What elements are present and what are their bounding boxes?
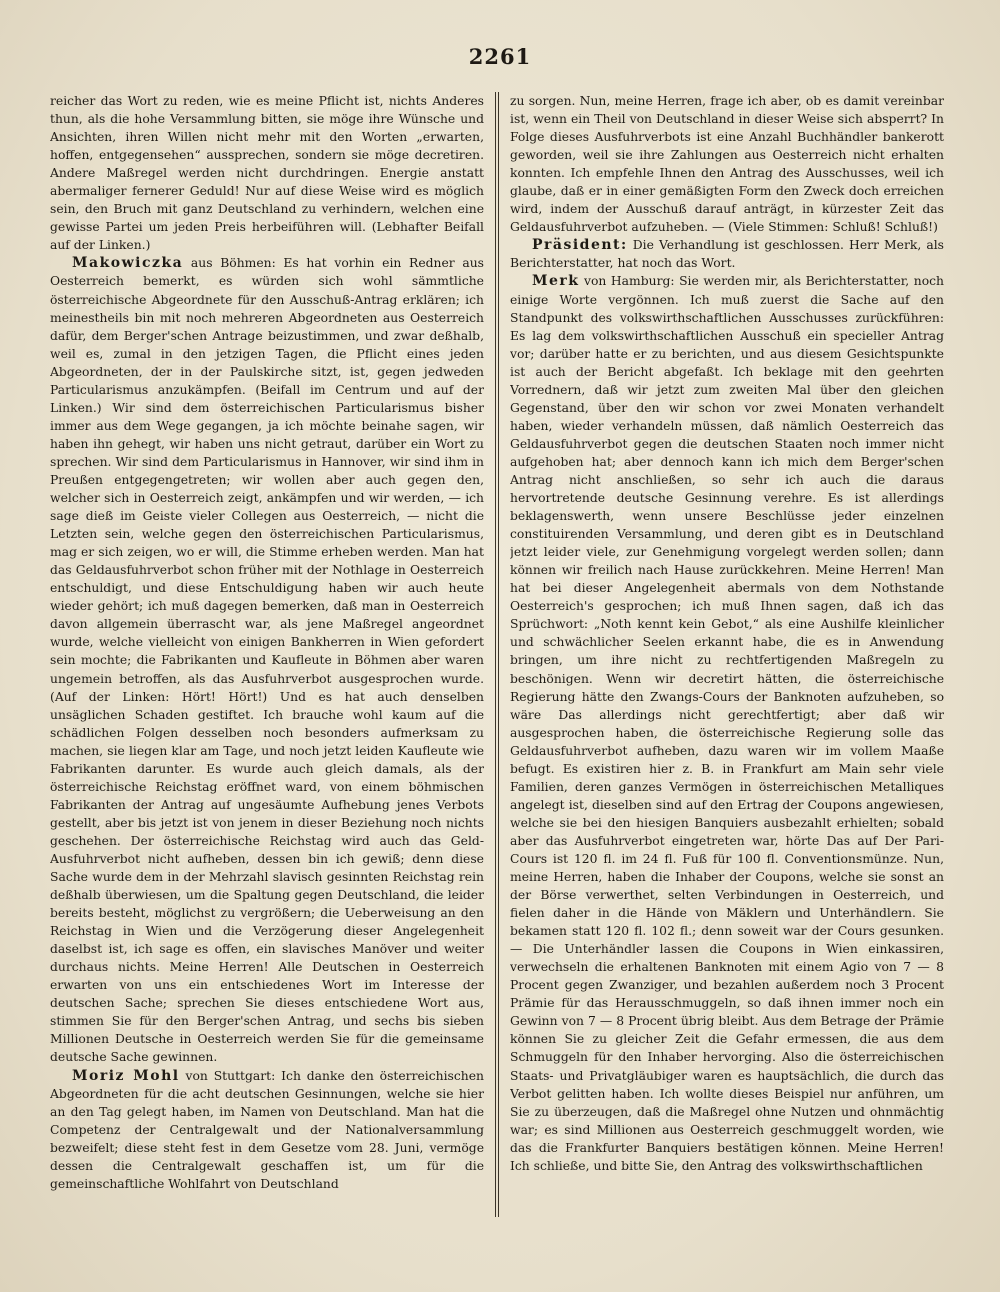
speaker-name: Präsident: xyxy=(532,237,628,254)
speaker-name: Makowiczka xyxy=(72,255,184,272)
column-divider xyxy=(495,92,496,1217)
paragraph-continuation xyxy=(50,92,484,254)
speech-paragraph xyxy=(510,272,944,1174)
paragraph-continuation xyxy=(510,92,944,236)
left-column xyxy=(50,92,484,1242)
paragraph-text: zu sorgen. Nun, meine Herren, frage ich aber, ob es damit vereinbar ist, wenn ein Theil von Deutschland in dieser Weise sich absperrt? In Folge dieses Ausfuhrverbots ist eine Anzahl Buchhändler bankerott geworden, weil sie ihre Zahlungen aus Oesterreich nicht erhalten konnten. Ich empfehle Ihnen den Antrag des Ausschusses, weil ich glaube, daß er in einer gemäßigten Form den Zweck doch erreichen wird, indem der Ausschuß darauf anträgt, in kürzester Zeit das Geldausfuhrverbot aufzuheben. — (Viele Stimmen: Schluß! Schluß!) xyxy=(510,94,944,235)
speaker-name: Moriz Mohl xyxy=(72,1067,180,1084)
speech-paragraph xyxy=(510,236,944,272)
paragraph-text: reicher das Wort zu reden, wie es meine Pflicht ist, nichts Anderes thun, als die hohe Versammlung bitten, sie möge ihre Wünsche und Ansichten, ihren Willen nicht mehr mit den Worten „erwarten, hoffen, entgegensehen“ aussprechen, sondern sie möge decretiren. Andere Maßregel werden nicht durchdringen. Energie anstatt abermaliger fernerer Geduld! Nur auf diese Weise wird es möglich sein, den Bruch mit ganz Deutschland zu verhindern, welchen eine gewisse Partei um jeden Preis herbeiführen will. (Lebhafter Beifall auf der Linken.) xyxy=(50,94,484,253)
speech-text: von Stuttgart: Ich danke den österreichischen Abgeordneten für die acht deutschen Gesinnungen, welche sie hier an den Tag gelegt haben, im Namen von Deutschland. Man hat die Competenz der Centralgewalt und der Nationalversammlung bezweifelt; diese steht fest in dem Gesetze vom 28. Juni, vermöge dessen die Centralgewalt geschaffen ist, um für die gemeinschaftliche Wohlfahrt von Deutschland xyxy=(50,1068,484,1191)
column-divider xyxy=(498,92,499,1217)
speech-paragraph xyxy=(50,1067,484,1193)
speech-text: von Hamburg: Sie werden mir, als Berichterstatter, noch einige Worte vergönnen. Ich muß zuerst die Sache auf den Standpunkt des volkswirthschaftlichen Ausschusses zurückführen: Es lag dem volkswirthschaftlichen Ausschuß ein specieller Antrag vor; darüber hatte er zu berichten, und aus diesem Gesichtspunkte ist auch der Bericht abgefaßt. Ich beklage mit den geehrten Vorrednern, daß wir jetzt zum zweiten Mal über den gleichen Gegenstand, über den wir schon vor zwei Monaten verhandelt haben, wieder verhandeln müssen, daß nämlich Oesterreich das Geldausfuhrverbot gegen die deutschen Staaten noch immer nicht aufgehoben hat; aber dennoch kann ich mich dem Berger'schen Antrag nicht anschließen, so sehr ich auch die daraus hervortretende deutsche Gesinnung verehre. Es ist allerdings beklagenswerth, wenn unsere Beschlüsse jeder einzelnen constituirenden Versammlung, und deren gibt es in Deutschland jetzt leider viele, zur Genehmigung vorgelegt werden sollen; dann können wir freilich nach Hause zurückkehren. Meine Herren! Man hat bei dieser Angelegenheit abermals von dem Nothstande Oesterreich's gesprochen; ich muß Ihnen sagen, daß ich das Sprüchwort: „Noth kennt kein Gebot,“ als eine Aushilfe kleinlicher und schwächlicher Seelen erkannt habe, die es in Anwendung bringen, um ihre nicht zu rechtfertigenden Maßregeln zu beschönigen. Wenn wir decretirt hätten, die österreichische Regierung hätte den Zwangs-Cours der Banknoten aufzuheben, so wäre Das allerdings nicht gerechtfertigt; aber daß wir ausgesprochen haben, die österreichische Regierung solle das Geldausfuhrverbot aufheben, dazu waren wir im vollem Maaße befugt. Es existiren hier z. B. in Frankfurt am Main sehr viele Familien, deren ganzes Vermögen in österreichischen Metalliques angelegt ist, dieselben sind auf den Ertrag der Coupons angewiesen, welche sie bei den hiesigen Banquiers ausbezahlt erhielten; sobald aber das Ausfuhrverbot eingetreten war, hörte Das auf Der Pari-Cours ist 120 fl. im 24 fl. Fuß für 100 fl. Conventionsmünze. Nun, meine Herren, haben die Inhaber der Coupons, welche sie sonst an der Börse verwerthet, selten Verbindungen in Oesterreich, und fielen daher in die Hände von Mäklern und Unterhändlern. Sie bekamen statt 120 fl. 102 fl.; denn soweit war der Cours gesunken. — Die Unterhändler lassen die Coupons in Wien einkassiren, verwechseln die erhaltenen Banknoten mit einem Agio von 7 — 8 Procent gegen Zwanziger, und bezahlen außerdem noch 3 Procent Prämie für das Herausschmuggeln, so daß ihnen immer noch ein Gewinn von 7 — 8 Procent übrig bleibt. Aus dem Betrage der Prämie können Sie zu gleicher Zeit die Gefahr ermessen, die aus dem Schmuggeln für den Inhaber hervorging. Also die österreichischen Staats- und Privatgläubiger waren es hauptsächlich, die durch das Verbot gelitten haben. Ich wollte dieses Beispiel nur anführen, um Sie zu überzeugen, daß die Maßregel ohne Nutzen und ohnmächtig war; es sind Millionen aus Oesterreich geschmuggelt worden, wie das die Frankfurter Banquiers bestätigen können. Meine Herren! Ich schließe, und bitte Sie, den Antrag des volkswirthschaftlichen xyxy=(510,274,944,1173)
speech-paragraph xyxy=(50,254,484,1066)
speaker-name: Merk xyxy=(532,273,580,290)
speech-text: aus Böhmen: Es hat vorhin ein Redner aus Oesterreich bemerkt, es würden sich wohl sämmtliche österreichische Abgeordnete für den Ausschuß-Antrag erklären; ich meinestheils bin mit noch mehreren Abgeordneten aus Oesterreich dafür, dem Berger'schen Antrage beizustimmen, und zwar deßhalb, weil es, zumal in den jetzigen Tagen, die Pflicht eines jeden Abgeordneten, der in der Paulskirche sitzt, ist, gegen jedweden Particularismus anzukämpfen. (Beifall im Centrum und auf der Linken.) Wir sind dem österreichischen Particularismus bisher immer aus dem Wege gegangen, ja ich möchte beinahe sagen, wir haben ihn gehegt, wir haben uns nicht getraut, darüber ein Wort zu sprechen. Wir sind dem Particularismus in Hannover, wir sind ihm in Preußen entgegengetreten; wir wollen aber auch gegen den, welcher sich in Oesterreich zeigt, ankämpfen und wir werden, — ich sage dieß im Geiste vieler Collegen aus Oesterreich, — nicht die Letzten sein, welche gegen den österreichischen Particularismus, mag er sich zeigen, wo er will, die Stimme erheben werden. Man hat das Geldausfuhrverbot schon früher mit der Nothlage in Oesterreich entschuldigt, und diese Entschuldigung haben wir auch heute wieder gehört; ich muß dagegen bemerken, daß man in Oesterreich davon allgemein überrascht war, als jene Maßregel angeordnet wurde, welche vielleicht von einigen Bankherren in Wien gefordert sein mochte; die Fabrikanten und Kaufleute in Böhmen aber waren ungemein betroffen, als das Ausfuhrverbot ausgesprochen wurde. (Auf der Linken: Hört! Hört!) Und es hat auch denselben unsäglichen Schaden gestiftet. Ich brauche wohl kaum auf die schädlichen Folgen desselben noch besonders aufmerksam zu machen, sie liegen klar am Tage, und noch jetzt leiden Kaufleute wie Fabrikanten darunter. Es wurde auch gleich damals, als der österreichische Reichstag eröffnet ward, von einem böhmischen Fabrikanten der Antrag auf ungesäumte Aufhebung jenes Verbots gestellt, aber bis jetzt ist von jenem in dieser Beziehung noch nichts geschehen. Der österreichische Reichstag wird auch das Geld-Ausfuhrverbot nicht aufheben, dessen bin ich gewiß; denn diese Sache wurde dem in der Mehrzahl slavisch gesinnten Reichstag rein deßhalb überwiesen, um die Spaltung gegen Deutschland, die leider bereits besteht, möglichst zu vergrößern; die Ueberweisung an den Reichstag in Wien und die Verzögerung dieser Angelegenheit daselbst ist, ich sage es offen, ein slavisches Manöver und weiter durchaus nichts. Meine Herren! Alle Deutschen in Oesterreich erwarten von uns ein entschiedenes Wort im Interesse der deutschen Sache; sprechen Sie dieses entschiedene Wort aus, stimmen Sie für den Berger'schen Antrag, und sechs bis sieben Millionen Deutsche in Oesterreich werden Sie für die gemeinsame deutsche Sache gewinnen. xyxy=(50,256,484,1065)
right-column xyxy=(510,92,944,1242)
page-number: 2261 xyxy=(468,44,532,69)
speech-text: Die Verhandlung ist geschlossen. Herr Merk, als Berichterstatter, hat noch das Wort. xyxy=(510,238,944,271)
